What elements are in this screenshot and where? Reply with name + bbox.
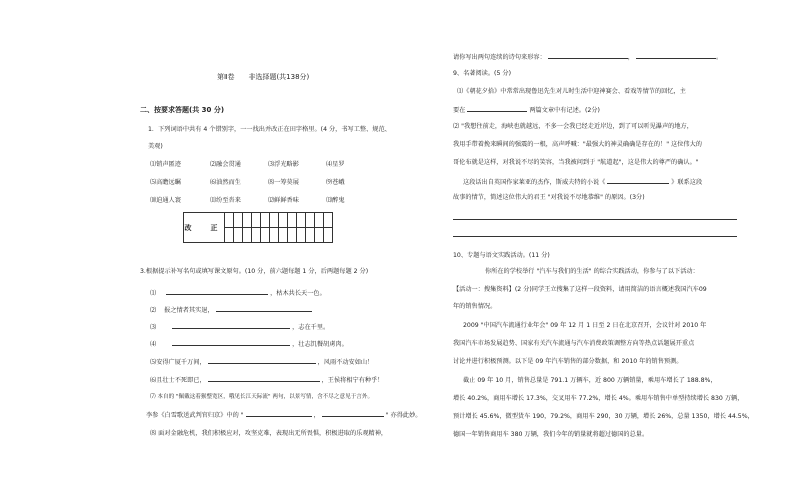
word: ⑾纷至沓来 bbox=[210, 197, 241, 204]
line-number: ⑴ bbox=[150, 290, 157, 297]
q10-p2d: 德国一年销售商用车 380 万辆，我们今年的销量就将超过德国的总量。 bbox=[453, 431, 649, 438]
q9-p2b: 我用手带着挽来瞬间的强震的一根，高声呼喊："最强大的神灵确确是存在的！" 这位伟大的 bbox=[453, 141, 702, 148]
line-text: 要在 bbox=[453, 107, 466, 114]
correction-label: 改 正 bbox=[184, 213, 225, 243]
q3-line-4 bbox=[150, 339, 348, 349]
grid-cell[interactable] bbox=[288, 228, 297, 243]
q3-line-3 bbox=[150, 322, 329, 332]
q9-p3b: 故事的情节，简述这位伟大的君王 "对我说不尽地恭维" 的原因。(3分) bbox=[453, 194, 645, 201]
right-page bbox=[397, 0, 794, 492]
answer-line[interactable] bbox=[453, 236, 737, 237]
q10-p2c: 预计增长 45.6%，微型货车 190，79.2%，商用车 290，30 万辆，增长 26%，总量 1350，增长 44.5%， bbox=[453, 413, 754, 420]
line-text: 本自的 "佩戴这着猴整宽区，哦见长江天际流" 两句，以景写情，含不尽之意见于言外。 bbox=[157, 394, 374, 400]
line-text: ，王侯将相宁有种乎！ bbox=[321, 377, 384, 384]
q3-stem: 3.根据提示补写名句或填写课文原句。(10 分，前六题每题 1 分，后两题每题 2 分) bbox=[140, 268, 369, 275]
line-text: 安得广厦千万间， bbox=[156, 359, 206, 366]
line-text: ，志在千里。 bbox=[292, 324, 330, 331]
line-number: ⑹ bbox=[150, 377, 157, 384]
word: ⑷星罗 bbox=[326, 161, 345, 168]
q9-p2a: ⑵ "我想往前走，海峡也就越远，不多一会我已经走近岸边，到了可以听见瀑声的地方， bbox=[453, 123, 693, 130]
q10-p2a: 截止 09 年 10 月，销售总量是 791.1 万辆车，近 800 万辆销量，乘用车增长了 188.8%， bbox=[463, 377, 717, 384]
line-number: ⑷ bbox=[150, 341, 157, 348]
grid-cell[interactable] bbox=[243, 213, 252, 228]
q9-p1b bbox=[453, 105, 600, 115]
word: ⒀醉鬼 bbox=[326, 197, 345, 204]
answer-blank[interactable] bbox=[246, 410, 312, 417]
q3-line-6 bbox=[150, 375, 384, 385]
line-text: ，风雨不动安如山！ bbox=[317, 359, 374, 366]
q9-p3a bbox=[463, 177, 702, 187]
q10-p1c: 讨论并进行积极预测。以下是 09 年汽车销售的部分数据，和 2010 年的销售预测。 bbox=[453, 358, 683, 365]
grid-cell[interactable] bbox=[297, 213, 306, 228]
line-number: ⑻ bbox=[150, 430, 157, 437]
answer-blank[interactable] bbox=[172, 322, 290, 329]
line-number: ⑸ bbox=[150, 359, 157, 366]
answer-blank[interactable] bbox=[322, 410, 384, 417]
grid-cell[interactable] bbox=[297, 228, 306, 243]
q3-line-1 bbox=[150, 288, 326, 298]
word: ⑹油然而生 bbox=[210, 179, 241, 186]
q3-line-8 bbox=[150, 430, 387, 438]
answer-blank[interactable] bbox=[636, 52, 716, 59]
line-text: 面对金融危机，我们积极应对，攻坚克难，表现出无所畏惧，积极进取的乐观精神， bbox=[158, 430, 388, 437]
grid-cell[interactable] bbox=[306, 228, 315, 243]
grid-cell[interactable] bbox=[279, 228, 288, 243]
grid-cell[interactable] bbox=[324, 213, 333, 228]
grid-cell[interactable] bbox=[225, 213, 234, 228]
correction-grid bbox=[183, 212, 333, 243]
grid-cell[interactable] bbox=[315, 228, 324, 243]
q3-line-7 bbox=[150, 393, 373, 401]
q10-p1a: 2009 "中国汽车流通行业年会" 09 年 12 月 1 日至 2 日在北京召开，会议针对 2010 年 bbox=[463, 322, 707, 329]
section-heading: 二、按要求答题(共 30 分) bbox=[140, 106, 225, 114]
answer-blank[interactable] bbox=[467, 105, 527, 112]
answer-blank[interactable] bbox=[216, 305, 312, 312]
line-text: " 亦得此妙。 bbox=[385, 412, 422, 419]
line-text: ，枯木共长天一色。 bbox=[270, 290, 326, 297]
part-title: 第Ⅱ卷 非选择题(共138分) bbox=[217, 73, 310, 81]
line-text: 李参《白雪歌送武判官归京》中的 " bbox=[146, 412, 244, 419]
line-number: ⑶ bbox=[150, 324, 157, 331]
line-number: ⑺ bbox=[150, 394, 156, 400]
grid-cell[interactable] bbox=[234, 213, 243, 228]
answer-blank[interactable] bbox=[208, 357, 316, 364]
grid-cell[interactable] bbox=[225, 228, 234, 243]
q9-p2c: 哥伦布就是这样，对我说不尽的笑容，当我被问到于 "航道起"，这是伟大的尊严的确认。" bbox=[453, 159, 699, 166]
answer-line[interactable] bbox=[453, 219, 737, 220]
grid-cell[interactable] bbox=[243, 228, 252, 243]
q10-heading: 10、专题与语文实践活动。(11 分) bbox=[453, 252, 550, 259]
word: ⑻一筹莫展 bbox=[268, 179, 299, 186]
line-text: 请你写出两句连续的诗句来形容： bbox=[453, 54, 546, 61]
line-text: 这段话出自英国作家莱亚的杰作，斯威夫特的小说《 bbox=[463, 179, 606, 186]
q9-p1a: ⑴《朝花夕拾》中常常出现鲁迅先生对儿时生活中迎神赛会、看戏等情节的回忆，主 bbox=[457, 88, 686, 95]
line-text: ，壮志饥餐胡虏肉。 bbox=[292, 341, 348, 348]
q10-p2b: 增长 40.2%，商用车增长 17.3%，交叉用车 77.2%，增长 4%。乘用车销售中单型持续增长 830 万辆， bbox=[453, 395, 744, 402]
grid-cell[interactable] bbox=[261, 228, 270, 243]
grid-cell[interactable] bbox=[252, 228, 261, 243]
q10-p1b: 我国汽车市场发展趋势、国家有关汽车流通与汽车消费政策调整方向等热点话题展开重点 bbox=[453, 340, 695, 347]
grid-cell[interactable] bbox=[270, 228, 279, 243]
word: ⑴销声匿迹 bbox=[150, 161, 181, 168]
grid-cell[interactable] bbox=[252, 213, 261, 228]
grid-cell[interactable] bbox=[288, 213, 297, 228]
word: ⑼苍峨 bbox=[326, 179, 345, 186]
q1-stem-line1: 1．下列词语中共有 4 个错别字，一一找出并改正在田字格里。(4 分，书写工整、规范、 bbox=[148, 126, 391, 133]
grid-cell[interactable] bbox=[306, 213, 315, 228]
q3-line-2 bbox=[150, 305, 312, 315]
word: ⑿鲜鲜香味 bbox=[268, 197, 299, 204]
answer-blank[interactable] bbox=[548, 52, 628, 59]
word: ⑽迫通人寰 bbox=[150, 197, 181, 204]
word: ⑶浮光略影 bbox=[268, 161, 299, 168]
q10-act1b: 年的销售情况。 bbox=[453, 303, 497, 310]
word: ⑸高瞻远瞩 bbox=[150, 179, 181, 186]
line-text: 且壮士不死即已， bbox=[156, 377, 206, 384]
grid-cell[interactable] bbox=[261, 213, 270, 228]
answer-blank[interactable] bbox=[607, 177, 669, 184]
q3-line-7b bbox=[146, 410, 421, 420]
answer-blank[interactable] bbox=[208, 375, 320, 382]
line-text: ， bbox=[313, 412, 320, 419]
continuation-line: 请你写出两句连续的诗句来形容： ， 。 bbox=[453, 54, 723, 61]
grid-cell[interactable] bbox=[315, 213, 324, 228]
grid-cell[interactable] bbox=[234, 228, 243, 243]
q10-act1a: 【活动一：搜集资料】(2 分)同学王立搜集了这样一段资料，请用简洁的语言概述我国汽车09 bbox=[453, 286, 707, 293]
answer-blank[interactable] bbox=[172, 339, 290, 346]
grid-cell[interactable] bbox=[279, 213, 288, 228]
word: ⑵融会贯通 bbox=[210, 161, 241, 168]
grid-cell[interactable] bbox=[270, 213, 279, 228]
q3-line-5 bbox=[150, 357, 373, 367]
q9-heading: 9、名著阅读。(5 分) bbox=[453, 70, 511, 77]
line-number: ⑵ bbox=[150, 307, 157, 314]
q10-intro: 你所在的学校举行 "汽车与我们的生活" 的综合实践活动，你参与了以下活动： bbox=[485, 268, 699, 275]
answer-blank[interactable] bbox=[166, 288, 268, 295]
q1-stem-line2: 美观) bbox=[148, 143, 163, 150]
line-text: 两篇文章中有记述。(2分) bbox=[529, 107, 600, 114]
line-text: 报之情者其实退， bbox=[164, 307, 214, 314]
grid-cell[interactable] bbox=[324, 228, 333, 243]
line-text: 》联系这段 bbox=[671, 179, 703, 186]
